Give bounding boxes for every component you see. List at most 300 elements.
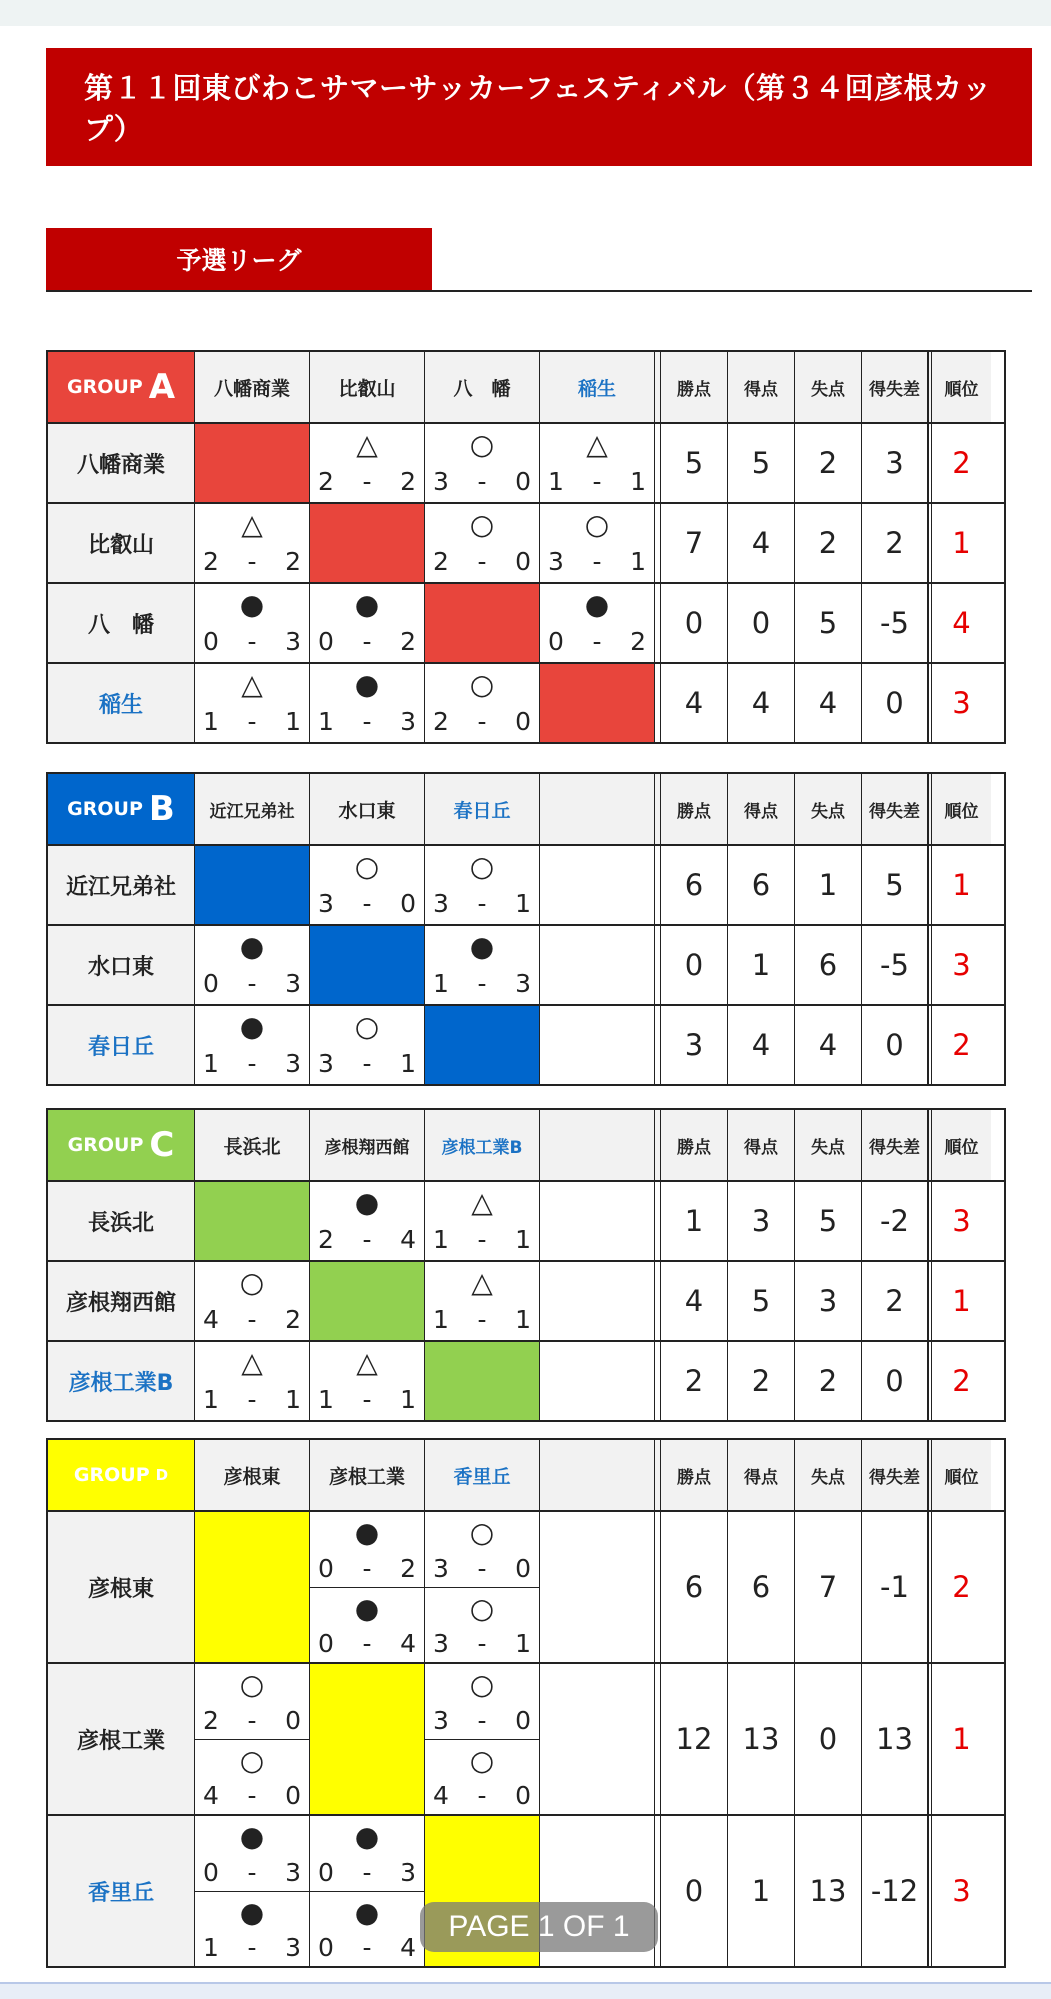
- score-dash: -: [362, 707, 372, 736]
- score-home: 3: [318, 1049, 334, 1078]
- score-away: 0: [515, 467, 531, 496]
- score-dash: -: [247, 627, 257, 656]
- column-team-1: 八幡商業: [195, 352, 310, 422]
- match-cell: [310, 1816, 425, 1966]
- team-name: 八幡商業: [48, 424, 195, 502]
- score: [203, 970, 301, 998]
- score: [433, 890, 531, 918]
- match-result: [425, 1739, 539, 1815]
- empty-cell: [540, 1664, 655, 1814]
- self-match-cell: [540, 664, 655, 742]
- score-home: 1: [203, 707, 219, 736]
- score: [433, 1306, 531, 1334]
- result-mark: ●: [584, 588, 610, 621]
- column-team-1: 長浜北: [195, 1110, 310, 1180]
- rank-value: 3: [928, 1816, 991, 1966]
- match-result: [425, 1512, 539, 1587]
- stat-value: 4: [661, 1262, 728, 1340]
- stat-header: 得点: [728, 352, 795, 422]
- match-cell: [425, 424, 540, 502]
- match-cell: [195, 1816, 310, 1966]
- stat-value: 3: [661, 1006, 728, 1084]
- match-cell: [425, 1262, 540, 1340]
- result-mark: ○: [584, 508, 610, 541]
- table-row: [48, 662, 1004, 742]
- table-header-row: [48, 1440, 1004, 1510]
- score-dash: -: [477, 707, 487, 736]
- score-dash: -: [477, 1553, 487, 1583]
- match-cell: [540, 584, 655, 662]
- score-away: 2: [400, 1553, 416, 1583]
- table-row: [48, 1180, 1004, 1260]
- score: [433, 1226, 531, 1254]
- self-match-cell: [425, 584, 540, 662]
- match-result: [310, 1512, 424, 1587]
- stat-value: 4: [728, 504, 795, 582]
- stat-header: 勝点: [661, 1110, 728, 1180]
- group-word: GROUP: [73, 1464, 150, 1486]
- stat-value: 1: [795, 846, 862, 924]
- group-label: [48, 1440, 195, 1510]
- score-away: 0: [400, 889, 416, 918]
- score-dash: -: [247, 969, 257, 998]
- rank-value: 1: [928, 1664, 991, 1814]
- score: [433, 1555, 531, 1583]
- score-home: 4: [433, 1781, 449, 1810]
- score-home: 0: [318, 627, 334, 656]
- result-mark: △: [471, 1266, 493, 1299]
- match-cell: [195, 926, 310, 1004]
- score-away: 1: [630, 547, 646, 576]
- result-mark: ○: [354, 850, 380, 883]
- result-mark: ●: [354, 1895, 380, 1929]
- group-d-table: [46, 1438, 1006, 1968]
- score-dash: -: [247, 1305, 257, 1334]
- stat-value: 4: [795, 664, 862, 742]
- stat-value: 1: [661, 1182, 728, 1260]
- stat-value: 1: [728, 1816, 795, 1966]
- score-dash: -: [247, 1781, 257, 1810]
- score: [433, 1707, 531, 1735]
- score-home: 1: [433, 1305, 449, 1334]
- match-result: [310, 1587, 424, 1663]
- score-away: 0: [515, 1781, 531, 1810]
- table-row: [48, 1510, 1004, 1662]
- score-away: 2: [285, 547, 301, 576]
- table-row: [48, 1662, 1004, 1814]
- score-away: 1: [515, 1225, 531, 1254]
- stat-value: 5: [661, 424, 728, 502]
- match-cell: [195, 1006, 310, 1084]
- score-home: 2: [433, 707, 449, 736]
- score-home: 2: [203, 1705, 219, 1735]
- table-row: [48, 1004, 1004, 1084]
- match-cell: [310, 846, 425, 924]
- stat-value: -5: [862, 926, 928, 1004]
- result-mark: ○: [239, 1266, 265, 1299]
- rank-value: 2: [928, 1006, 991, 1084]
- score-dash: -: [477, 1781, 487, 1810]
- score-home: 3: [433, 889, 449, 918]
- result-mark: ○: [469, 1668, 495, 1701]
- stat-header: 得点: [728, 774, 795, 844]
- result-mark: △: [241, 1346, 263, 1379]
- empty-cell: [540, 1262, 655, 1340]
- self-match-cell: [310, 926, 425, 1004]
- stat-value: 5: [728, 424, 795, 502]
- score: [203, 1859, 301, 1887]
- team-name: 彦根東: [48, 1512, 195, 1662]
- stat-header: 得点: [728, 1110, 795, 1180]
- score-home: 4: [203, 1305, 219, 1334]
- match-cell: [425, 664, 540, 742]
- score: [318, 1859, 416, 1887]
- score-dash: -: [362, 1629, 372, 1658]
- rank-value: 3: [928, 926, 991, 1004]
- match-cell: [195, 1342, 310, 1420]
- result-mark: ○: [469, 850, 495, 883]
- result-mark: ○: [239, 1743, 265, 1777]
- stat-header: 得失差: [862, 774, 928, 844]
- score-dash: -: [592, 627, 602, 656]
- team-name: 八 幡: [48, 584, 195, 662]
- stat-value: 5: [795, 1182, 862, 1260]
- team-name: 比叡山: [48, 504, 195, 582]
- group-label: [48, 1110, 195, 1180]
- score: [318, 1386, 416, 1414]
- table-row: [48, 502, 1004, 582]
- stat-value: 0: [862, 1006, 928, 1084]
- stat-header: 得失差: [862, 1110, 928, 1180]
- column-team-3: 彦根工業B: [425, 1110, 540, 1180]
- score-home: 3: [433, 1553, 449, 1583]
- score-away: 1: [400, 1049, 416, 1078]
- stat-header: 勝点: [661, 1440, 728, 1510]
- stat-header: 得失差: [862, 1440, 928, 1510]
- stat-value: 0: [862, 1342, 928, 1420]
- score-home: 1: [203, 1049, 219, 1078]
- score-away: 0: [285, 1705, 301, 1735]
- score-dash: -: [247, 1705, 257, 1735]
- column-team-1: 彦根東: [195, 1440, 310, 1510]
- stat-header: 順位: [928, 352, 991, 422]
- stat-value: 6: [661, 1512, 728, 1662]
- score-away: 3: [285, 969, 301, 998]
- score: [318, 1050, 416, 1078]
- score: [548, 628, 646, 656]
- group-label: [48, 352, 195, 422]
- result-mark: ●: [354, 668, 380, 701]
- score-away: 3: [515, 969, 531, 998]
- score-dash: -: [477, 969, 487, 998]
- section-tab-preliminary-league: 予選リーグ: [46, 228, 432, 290]
- group-letter: B: [148, 789, 175, 829]
- match-result: [195, 1664, 309, 1739]
- self-match-cell: [425, 1342, 540, 1420]
- match-cell: [425, 1664, 540, 1814]
- result-mark: ○: [239, 1668, 265, 1701]
- self-match-cell: [195, 424, 310, 502]
- score-dash: -: [362, 889, 372, 918]
- score-away: 4: [400, 1933, 416, 1962]
- group-letter: D: [155, 1466, 169, 1484]
- rank-value: 2: [928, 1342, 991, 1420]
- stat-header: 失点: [795, 1440, 862, 1510]
- rank-value: 1: [928, 1262, 991, 1340]
- score: [433, 1782, 531, 1810]
- stat-header: 順位: [928, 774, 991, 844]
- column-team-3: 八 幡: [425, 352, 540, 422]
- result-mark: △: [241, 508, 263, 541]
- score: [433, 468, 531, 496]
- team-name: 稲生: [48, 664, 195, 742]
- table-row: [48, 422, 1004, 502]
- score-dash: -: [477, 1705, 487, 1735]
- result-mark: ○: [469, 1516, 495, 1549]
- score-home: 1: [318, 1385, 334, 1414]
- group-a-table: [46, 350, 1006, 744]
- stat-value: 0: [661, 584, 728, 662]
- score-away: 2: [630, 627, 646, 656]
- stat-value: 7: [795, 1512, 862, 1662]
- score: [433, 1630, 531, 1658]
- self-match-cell: [310, 504, 425, 582]
- stat-value: 2: [862, 1262, 928, 1340]
- rank-value: 3: [928, 664, 991, 742]
- section-divider: [46, 290, 1032, 292]
- team-name: 水口東: [48, 926, 195, 1004]
- score-dash: -: [477, 1225, 487, 1254]
- score-dash: -: [592, 467, 602, 496]
- score-dash: -: [247, 1857, 257, 1887]
- score-away: 3: [285, 1933, 301, 1962]
- score: [433, 970, 531, 998]
- score-away: 0: [285, 1781, 301, 1810]
- stat-value: 7: [661, 504, 728, 582]
- score: [318, 468, 416, 496]
- match-cell: [425, 504, 540, 582]
- score-away: 2: [400, 627, 416, 656]
- score-away: 4: [400, 1629, 416, 1658]
- score-away: 1: [515, 1305, 531, 1334]
- empty-cell: [540, 1342, 655, 1420]
- score-dash: -: [477, 467, 487, 496]
- stat-header: 失点: [795, 774, 862, 844]
- score-dash: -: [477, 889, 487, 918]
- score-home: 3: [433, 1629, 449, 1658]
- score-dash: -: [362, 1933, 372, 1962]
- empty-cell: [540, 1182, 655, 1260]
- rank-value: 2: [928, 1512, 991, 1662]
- stat-value: 4: [795, 1006, 862, 1084]
- column-team-2: 彦根工業: [310, 1440, 425, 1510]
- team-name: 春日丘: [48, 1006, 195, 1084]
- team-name: 近江兄弟社: [48, 846, 195, 924]
- stat-value: 5: [728, 1262, 795, 1340]
- score-dash: -: [247, 707, 257, 736]
- score: [203, 548, 301, 576]
- table-row: [48, 844, 1004, 924]
- result-mark: △: [471, 1186, 493, 1219]
- score: [433, 708, 531, 736]
- result-mark: ●: [354, 1820, 380, 1853]
- self-match-cell: [425, 1006, 540, 1084]
- team-name: 長浜北: [48, 1182, 195, 1260]
- page-title: 第１１回東びわこサマーサッカーフェスティバル（第３４回彦根カップ）: [46, 48, 1032, 166]
- result-mark: ○: [354, 1010, 380, 1043]
- table-row: [48, 582, 1004, 662]
- match-cell: [425, 1182, 540, 1260]
- score: [318, 628, 416, 656]
- score-away: 3: [400, 707, 416, 736]
- result-mark: ○: [469, 1591, 495, 1625]
- column-team-2: 彦根翔西館: [310, 1110, 425, 1180]
- score: [203, 1934, 301, 1962]
- score-home: 0: [548, 627, 564, 656]
- score-home: 0: [318, 1857, 334, 1887]
- score-dash: -: [247, 1933, 257, 1962]
- table-row: [48, 924, 1004, 1004]
- score-away: 0: [515, 1553, 531, 1583]
- match-cell: [310, 1006, 425, 1084]
- group-c-table: [46, 1108, 1006, 1422]
- match-cell: [425, 1512, 540, 1662]
- stat-value: 0: [862, 664, 928, 742]
- rank-value: 1: [928, 846, 991, 924]
- stat-value: 3: [795, 1262, 862, 1340]
- stat-value: 4: [728, 1006, 795, 1084]
- rank-value: 1: [928, 504, 991, 582]
- team-name: 彦根工業: [48, 1664, 195, 1814]
- score-home: 1: [318, 707, 334, 736]
- stat-value: 13: [728, 1664, 795, 1814]
- stat-header: 得点: [728, 1440, 795, 1510]
- match-cell: [195, 1262, 310, 1340]
- result-mark: ●: [239, 588, 265, 621]
- stat-value: 4: [728, 664, 795, 742]
- result-mark: ○: [469, 508, 495, 541]
- match-result: [310, 1891, 424, 1967]
- score-home: 0: [203, 627, 219, 656]
- stat-value: 5: [862, 846, 928, 924]
- rank-value: 2: [928, 424, 991, 502]
- result-mark: △: [241, 668, 263, 701]
- score-away: 4: [400, 1225, 416, 1254]
- column-team-3: 香里丘: [425, 1440, 540, 1510]
- stat-header: 勝点: [661, 774, 728, 844]
- match-cell: [540, 504, 655, 582]
- score-home: 1: [203, 1933, 219, 1962]
- score-dash: -: [477, 1629, 487, 1658]
- stat-header: 勝点: [661, 352, 728, 422]
- stat-value: -1: [862, 1512, 928, 1662]
- column-team-3: 春日丘: [425, 774, 540, 844]
- rank-value: 4: [928, 584, 991, 662]
- group-b-table: [46, 772, 1006, 1086]
- match-result: [195, 1891, 309, 1967]
- stat-value: 0: [728, 584, 795, 662]
- double-match: [425, 1512, 539, 1662]
- score-dash: -: [362, 1857, 372, 1887]
- group-word: GROUP: [67, 1134, 144, 1156]
- stat-value: 3: [862, 424, 928, 502]
- column-team-2: 比叡山: [310, 352, 425, 422]
- score-away: 1: [400, 1385, 416, 1414]
- double-match: [310, 1512, 424, 1662]
- rank-value: 3: [928, 1182, 991, 1260]
- match-cell: [195, 1664, 310, 1814]
- table-header-row: [48, 774, 1004, 844]
- score: [548, 548, 646, 576]
- result-mark: ●: [239, 930, 265, 963]
- result-mark: △: [356, 1346, 378, 1379]
- top-band: [0, 0, 1051, 26]
- result-mark: ●: [239, 1895, 265, 1929]
- result-mark: ○: [469, 668, 495, 701]
- score: [318, 1630, 416, 1658]
- result-mark: ●: [354, 588, 380, 621]
- match-cell: [195, 664, 310, 742]
- group-word: GROUP: [66, 376, 143, 398]
- self-match-cell: [195, 1182, 310, 1260]
- self-match-cell: [195, 1512, 310, 1662]
- score-dash: -: [247, 1385, 257, 1414]
- stat-value: 2: [661, 1342, 728, 1420]
- score: [203, 1782, 301, 1810]
- score-dash: -: [362, 1553, 372, 1583]
- stat-value: -12: [862, 1816, 928, 1966]
- score-away: 0: [515, 547, 531, 576]
- group-letter: C: [149, 1125, 175, 1165]
- stat-header: 順位: [928, 1110, 991, 1180]
- stat-value: 0: [661, 1816, 728, 1966]
- table-row: [48, 1340, 1004, 1420]
- match-cell: [425, 846, 540, 924]
- table-row: [48, 1260, 1004, 1340]
- stat-value: 13: [862, 1664, 928, 1814]
- score-away: 0: [515, 1705, 531, 1735]
- match-cell: [195, 504, 310, 582]
- score-away: 3: [285, 1857, 301, 1887]
- double-match: [425, 1664, 539, 1814]
- match-result: [310, 1816, 424, 1891]
- stat-value: -5: [862, 584, 928, 662]
- score-home: 1: [433, 1225, 449, 1254]
- match-cell: [310, 1342, 425, 1420]
- column-team-4: [540, 1110, 655, 1180]
- team-name: 香里丘: [48, 1816, 195, 1966]
- result-mark: ●: [239, 1820, 265, 1853]
- match-cell: [425, 926, 540, 1004]
- score-home: 2: [318, 467, 334, 496]
- score-dash: -: [362, 467, 372, 496]
- stat-value: 4: [661, 664, 728, 742]
- double-match: [195, 1816, 309, 1966]
- score-away: 1: [630, 467, 646, 496]
- score-home: 3: [318, 889, 334, 918]
- score-dash: -: [477, 1305, 487, 1334]
- result-mark: ●: [354, 1516, 380, 1549]
- stat-header: 得失差: [862, 352, 928, 422]
- score-home: 1: [548, 467, 564, 496]
- column-team-4: 稲生: [540, 352, 655, 422]
- score-dash: -: [362, 627, 372, 656]
- self-match-cell: [195, 846, 310, 924]
- stat-header: 順位: [928, 1440, 991, 1510]
- score-away: 3: [285, 1049, 301, 1078]
- stat-value: 2: [862, 504, 928, 582]
- stat-header: 失点: [795, 352, 862, 422]
